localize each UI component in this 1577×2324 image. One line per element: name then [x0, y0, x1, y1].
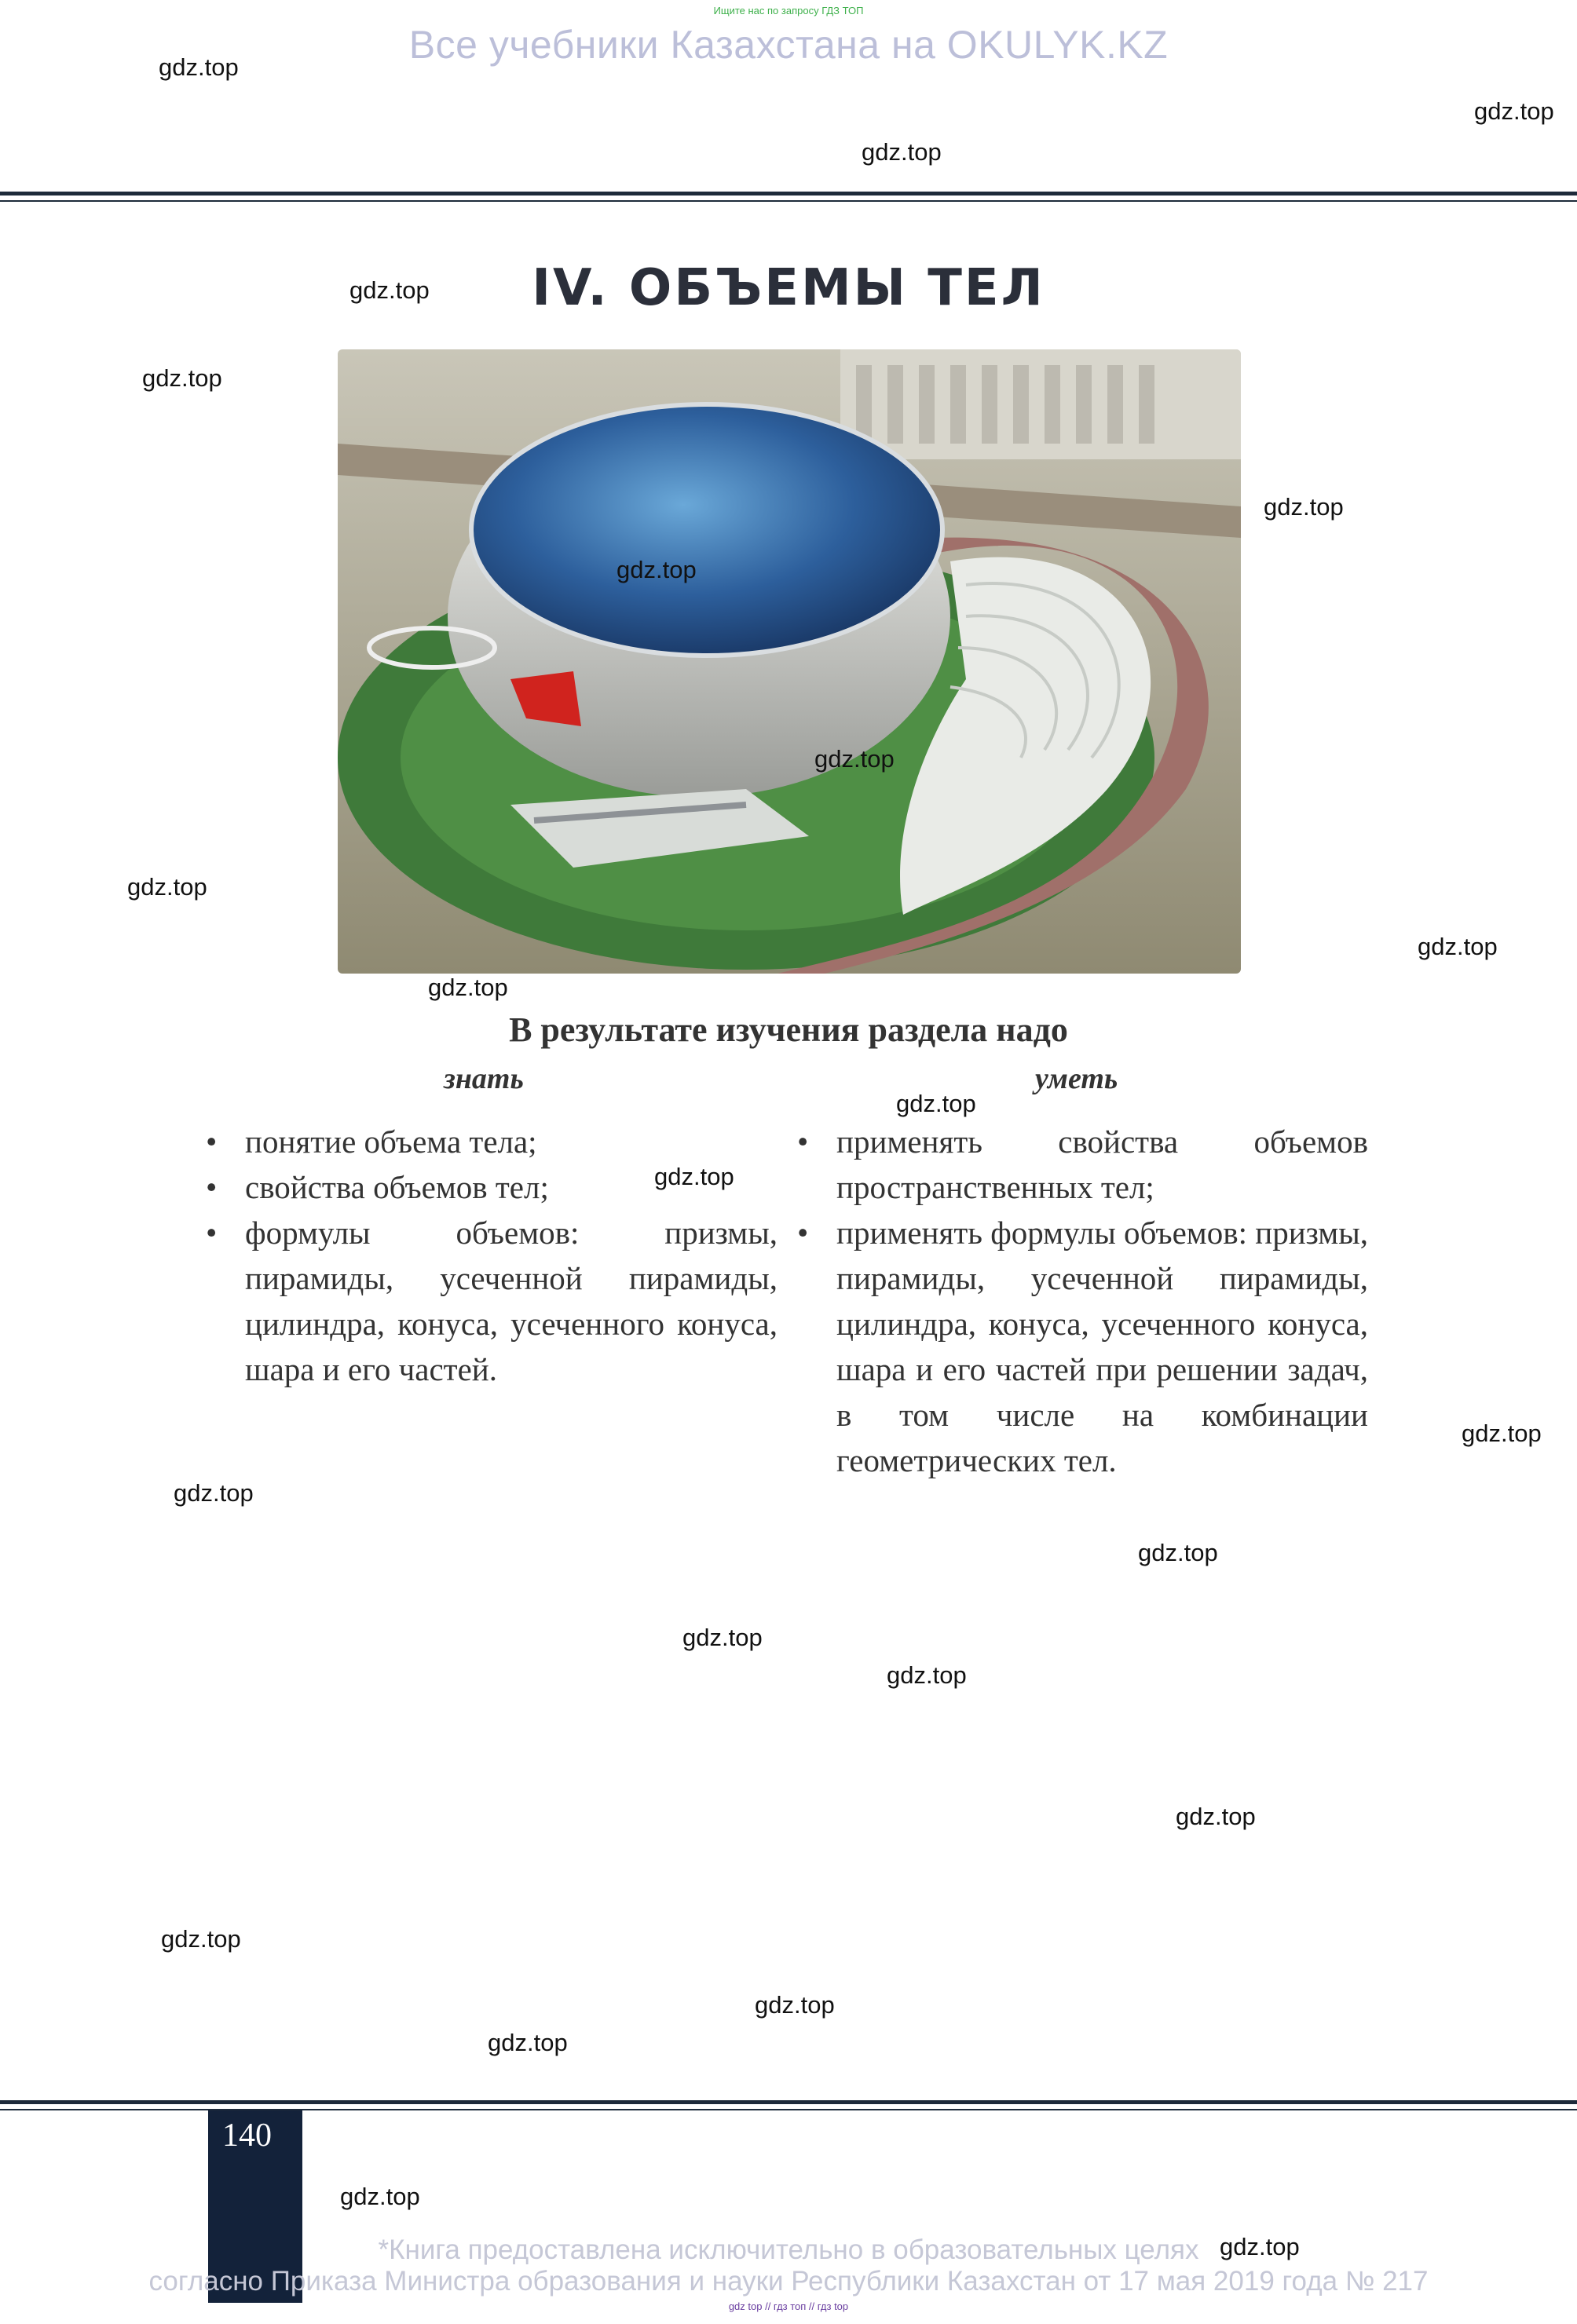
watermark: gdz.top	[127, 873, 207, 901]
watermark: gdz.top	[1138, 1539, 1218, 1566]
outcomes-heading: В результате изучения раздела надо	[509, 1010, 1068, 1049]
know-item: • понятие объема тела;	[206, 1119, 778, 1164]
watermark: gdz.top	[1220, 2233, 1300, 2260]
know-item: • свойства объемов тел;	[206, 1164, 778, 1210]
watermark: gdz.top	[1462, 1420, 1542, 1447]
watermark: gdz.top	[349, 276, 430, 304]
watermark: gdz.top	[1474, 97, 1554, 125]
watermark: gdz.top	[862, 138, 942, 166]
can-item: • применять формулы объемов: призмы, пирамиды, усеченной пирамиды, цилиндра, конуса, усеченного конуса, шара и его частей при решении задач, в том числе на комбинации геометрических тел.	[797, 1210, 1368, 1483]
disclaimer-line-2: согласно Приказа Министра образования и науки Республики Казахстан от 17 мая 2019 года № 217	[148, 2266, 1429, 2297]
know-column	[206, 1119, 778, 1392]
site-banner[interactable]: Все учебники Казахстана на OKULYK.KZ	[408, 23, 1169, 67]
watermark: gdz.top	[1176, 1803, 1256, 1830]
watermark: gdz.top	[887, 1661, 967, 1689]
can-item: • применять свойства объемов пространственных тел;	[797, 1119, 1368, 1210]
watermark: gdz.top	[142, 364, 222, 392]
watermark: gdz.top	[617, 556, 697, 583]
know-item: • формулы объемов: призмы, пирамиды, усеченной пирамиды, цилиндра, конуса, усеченного конуса, шара и его частей.	[206, 1210, 778, 1392]
watermark: gdz.top	[1264, 493, 1344, 521]
watermark: gdz.top	[755, 1991, 835, 2019]
footer-rule	[0, 2100, 1577, 2104]
can-list	[797, 1119, 1368, 1483]
watermark: gdz.top	[896, 1090, 976, 1117]
can-heading: уметь	[1035, 1062, 1118, 1095]
chapter-title: IV. ОБЪЕМЫ ТЕЛ	[532, 259, 1045, 317]
header-rule-thin	[0, 200, 1577, 202]
watermark: gdz.top	[654, 1163, 734, 1190]
watermark: gdz.top	[814, 745, 895, 773]
watermark: gdz.top	[340, 2183, 420, 2210]
page-number: 140	[222, 2118, 272, 2154]
know-list	[206, 1119, 778, 1392]
watermark: gdz.top	[159, 53, 239, 81]
can-column	[797, 1119, 1368, 1483]
watermark: gdz.top	[488, 2029, 568, 2056]
watermark: gdz.top	[682, 1624, 763, 1651]
building-photo	[338, 349, 1241, 974]
header-rule	[0, 192, 1577, 195]
disclaimer-line-1: *Книга предоставлена исключительно в образовательных целях	[378, 2234, 1199, 2265]
building-photo-icon	[338, 349, 1241, 974]
watermark: gdz.top	[161, 1925, 241, 1953]
bottom-note[interactable]: gdz top // гдз топ // гдз top	[728, 2300, 849, 2312]
top-note: Ищите нас по запросу ГДЗ ТОП	[713, 5, 864, 16]
know-heading: знать	[444, 1062, 524, 1095]
watermark: gdz.top	[428, 974, 508, 1001]
watermark: gdz.top	[174, 1479, 254, 1507]
watermark: gdz.top	[1418, 933, 1498, 960]
